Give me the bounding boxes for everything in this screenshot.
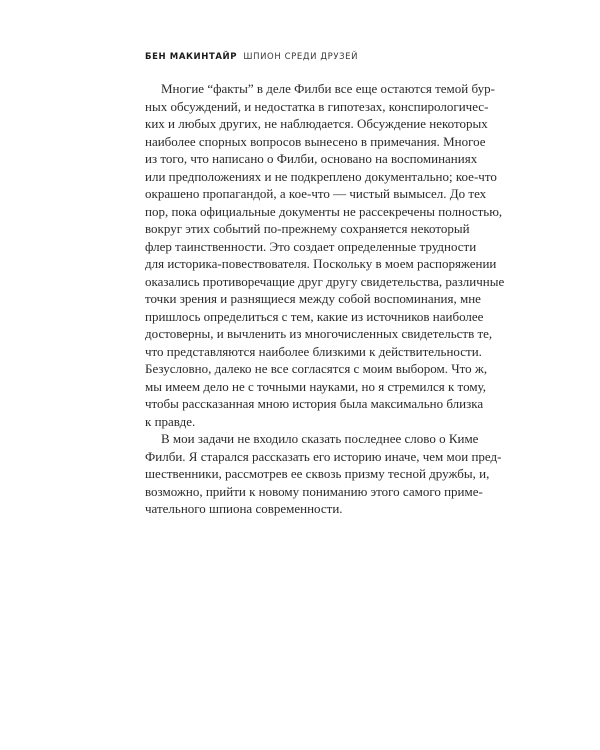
text-line: точки зрения и разнящиеся между собой воспоминания, мне bbox=[145, 291, 481, 306]
book-title: ШПИОН СРЕДИ ДРУЗЕЙ bbox=[243, 52, 359, 62]
text-line: Безусловно, далеко не все согласятся с моим выбором. Что ж, bbox=[145, 361, 488, 376]
text-line: к правде. bbox=[145, 413, 196, 429]
paragraph-2 bbox=[145, 430, 502, 518]
text-line: пришлось определиться с тем, какие из источников наиболее bbox=[145, 308, 484, 324]
text-line: В мои задачи не входило сказать последнее слово о Киме bbox=[161, 431, 479, 446]
author-name: БЕН МАКИНТАЙР bbox=[145, 52, 238, 62]
text-line: возможно, прийти к новому пониманию этого самого приме- bbox=[145, 483, 483, 499]
text-line: или предположениях и не подкреплено документально; кое-что bbox=[145, 168, 497, 184]
text-line: Филби. Я старался рассказать его историю иначе, чем мои пред- bbox=[145, 448, 502, 464]
text-line: наиболее спорных вопросов вынесено в примечания. Многое bbox=[145, 133, 486, 149]
text-line: что представляются наиболее близкими к действительности. bbox=[145, 343, 482, 359]
text-line: флер таинственности. Это создает определенные трудности bbox=[145, 238, 477, 254]
text-line: ких и любых других, не наблюдается. Обсуждение некоторых bbox=[145, 116, 488, 131]
text-line: достоверны, и вычленить из многочисленных свидетельств те, bbox=[145, 326, 493, 341]
text-line: ных обсуждений, и недостатка в гипотезах, конспирологичес- bbox=[145, 98, 489, 114]
paragraph-1 bbox=[145, 80, 505, 430]
text-line: из того, что написано о Филби, основано на воспоминаниях bbox=[145, 151, 478, 166]
text-line: чтобы рассказанная мною история была максимально близка bbox=[145, 396, 484, 411]
text-line: мы имеем дело не с точными науками, но я стремился к тому, bbox=[145, 378, 486, 394]
text-line: оказались противоречащие друг другу свидетельства, различные bbox=[145, 273, 505, 289]
text-line: шественники, рассмотрев ее сквозь призму тесной дружбы, и, bbox=[145, 466, 490, 481]
text-line: пор, пока официальные документы не рассекречены полностью, bbox=[145, 203, 503, 219]
text-line: Многие “факты” в деле Филби все еще остаются темой бур- bbox=[161, 81, 495, 96]
running-head bbox=[145, 52, 358, 62]
text-line: окрашено пропагандой, а кое-что — чистый вымысел. До тех bbox=[145, 186, 487, 201]
body-text bbox=[145, 80, 505, 518]
text-line: вокруг этих событий по-прежнему сохраняется некоторый bbox=[145, 221, 470, 236]
text-line: чательного шпиона современности. bbox=[145, 501, 343, 516]
text-line: для историка-повествователя. Поскольку в моем распоряжении bbox=[145, 256, 497, 271]
